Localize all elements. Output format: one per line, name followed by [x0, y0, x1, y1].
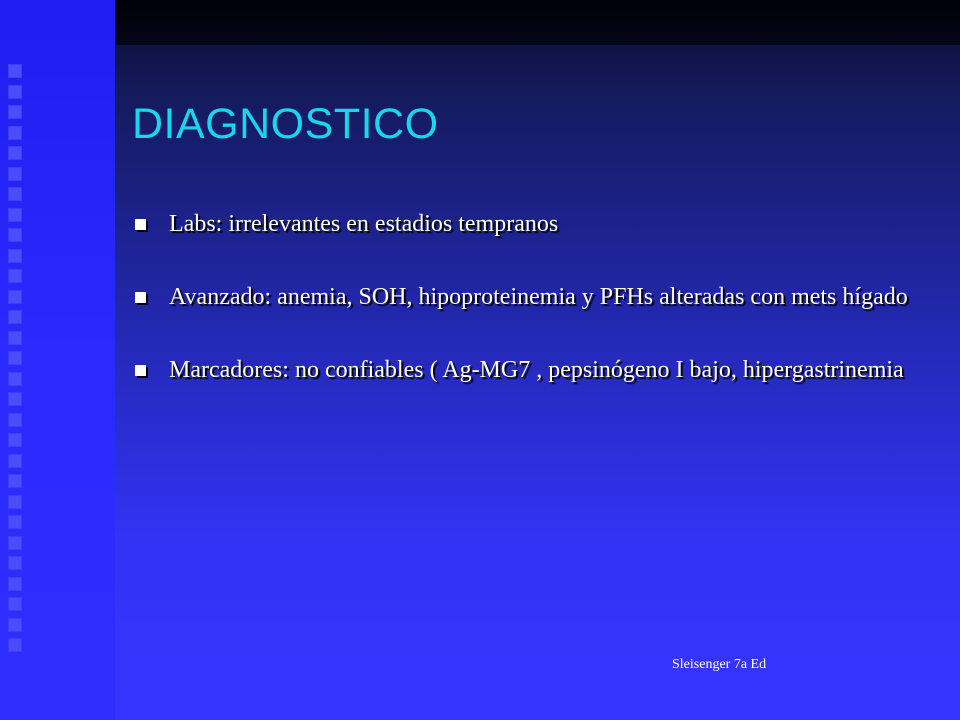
decorative-square: [8, 269, 22, 283]
decorative-square: [8, 433, 22, 447]
decorative-square: [8, 146, 22, 160]
square-bullet-icon: [135, 365, 146, 376]
left-decorative-band: [0, 0, 115, 720]
top-dark-band: [115, 0, 960, 45]
square-bullet-icon: [135, 292, 146, 303]
slide-title: DIAGNOSTICO: [132, 100, 439, 148]
bullet-item: [132, 354, 932, 386]
decorative-square: [8, 310, 22, 324]
decorative-square: [8, 331, 22, 345]
decorative-square: [8, 105, 22, 119]
decorative-square: [8, 249, 22, 263]
decorative-square: [8, 536, 22, 550]
bullet-list: [132, 208, 932, 427]
decorative-square: [8, 187, 22, 201]
decorative-square: [8, 618, 22, 632]
decorative-square: [8, 372, 22, 386]
bullet-item: [132, 208, 932, 240]
bullet-item: [132, 281, 932, 313]
decorative-square: [8, 167, 22, 181]
decorative-square: [8, 64, 22, 78]
bullet-text: Avanzado: anemia, SOH, hipoproteinemia y PFHs alteradas con mets hígado: [169, 284, 908, 310]
decorative-square-column: [8, 64, 24, 652]
bullet-text: Labs: irrelevantes en estadios tempranos: [169, 211, 559, 237]
decorative-square: [8, 208, 22, 222]
decorative-square: [8, 126, 22, 140]
square-bullet-icon: [135, 219, 146, 230]
source-reference: Sleisenger 7a Ed: [672, 657, 767, 672]
bullet-text: Marcadores: no confiables ( Ag-MG7 , pepsinógeno I bajo, hipergastrinemia: [169, 357, 904, 383]
decorative-square: [8, 454, 22, 468]
decorative-square: [8, 474, 22, 488]
decorative-square: [8, 351, 22, 365]
decorative-square: [8, 290, 22, 304]
decorative-square: [8, 85, 22, 99]
decorative-square: [8, 228, 22, 242]
decorative-square: [8, 495, 22, 509]
decorative-square: [8, 577, 22, 591]
decorative-square: [8, 638, 22, 652]
decorative-square: [8, 392, 22, 406]
decorative-square: [8, 597, 22, 611]
decorative-square: [8, 556, 22, 570]
decorative-square: [8, 515, 22, 529]
decorative-square: [8, 413, 22, 427]
